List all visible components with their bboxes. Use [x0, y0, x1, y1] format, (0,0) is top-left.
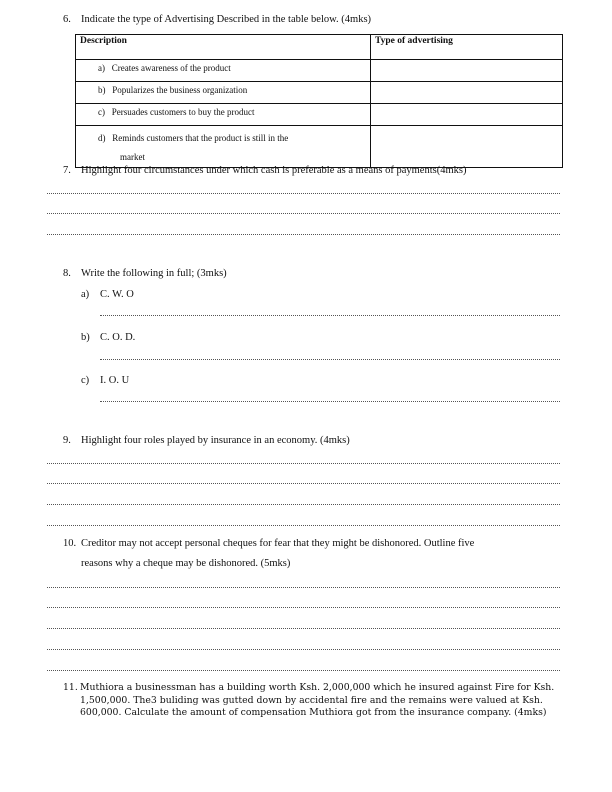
answer-line[interactable] [47, 463, 560, 464]
table-row [76, 104, 563, 126]
row-label: c) [98, 107, 105, 117]
q8-number: 8. [63, 268, 71, 279]
q8-text: Write the following in full; (3mks) [81, 268, 227, 279]
row-text: Popularizes the business organization [112, 85, 248, 95]
answer-line[interactable] [47, 483, 560, 484]
answer-cell[interactable] [371, 104, 563, 126]
answer-line[interactable] [47, 504, 560, 505]
item-label: b) [81, 332, 90, 343]
answer-line[interactable] [100, 315, 560, 316]
q6-number: 6. [63, 14, 71, 25]
row-text-continued: market [120, 152, 145, 162]
q10-text-line1: Creditor may not accept personal cheques for fear that they might be dishonored. Outline five [81, 538, 475, 549]
table-row [76, 126, 563, 168]
answer-line[interactable] [47, 213, 560, 214]
q10-number: 10. [63, 538, 77, 549]
answer-line[interactable] [100, 359, 560, 360]
answer-cell[interactable] [371, 126, 563, 168]
answer-line[interactable] [47, 525, 560, 526]
item-text: C. W. O [100, 289, 134, 300]
answer-line[interactable] [47, 670, 560, 671]
row-label: a) [98, 63, 105, 73]
item-text: C. O. D. [100, 332, 136, 343]
answer-line[interactable] [47, 234, 560, 235]
answer-line[interactable] [47, 587, 560, 588]
q7-text: Highlight four circumstances under which cash is preferable as a means of payments(4mks) [81, 165, 467, 176]
answer-line[interactable] [47, 193, 560, 194]
item-text: I. O. U [100, 375, 130, 386]
q11-number: 11. [63, 682, 78, 693]
answer-line[interactable] [100, 401, 560, 402]
answer-line[interactable] [47, 607, 560, 608]
header-type: Type of advertising [371, 35, 563, 60]
answer-line[interactable] [47, 628, 560, 629]
row-text: Creates awareness of the product [111, 63, 231, 73]
header-description: Description [76, 35, 371, 60]
row-label: b) [98, 85, 106, 95]
item-label: a) [81, 289, 90, 300]
row-text: Persuades customers to buy the product [111, 107, 255, 117]
q6-text: Indicate the type of Advertising Described in the table below. (4mks) [81, 14, 372, 25]
q11-text: Muthiora a businessman has a building worth Ksh. 2,000,000 which he insured against Fire for Ksh. 1,500,000. The3 buliding was gutted down by accidental fire and the remains were valued at Ksh. 600,000. Calculate the amount of compensation Muthiora got from the insurance company. (4mks) [80, 682, 555, 718]
answer-cell[interactable] [371, 82, 563, 104]
row-label: d) [98, 133, 106, 143]
item-label: c) [81, 375, 90, 386]
answer-line[interactable] [47, 649, 560, 650]
table-row [76, 60, 563, 82]
q10-text-line2: reasons why a cheque may be dishonored. (5mks) [81, 558, 291, 569]
table-row [76, 82, 563, 104]
row-text: Reminds customers that the product is still in the [112, 133, 289, 143]
q7-number: 7. [63, 165, 71, 176]
advertising-table [75, 34, 563, 168]
q9-number: 9. [63, 435, 71, 446]
q9-text: Highlight four roles played by insurance in an economy. (4mks) [81, 435, 350, 446]
answer-cell[interactable] [371, 60, 563, 82]
